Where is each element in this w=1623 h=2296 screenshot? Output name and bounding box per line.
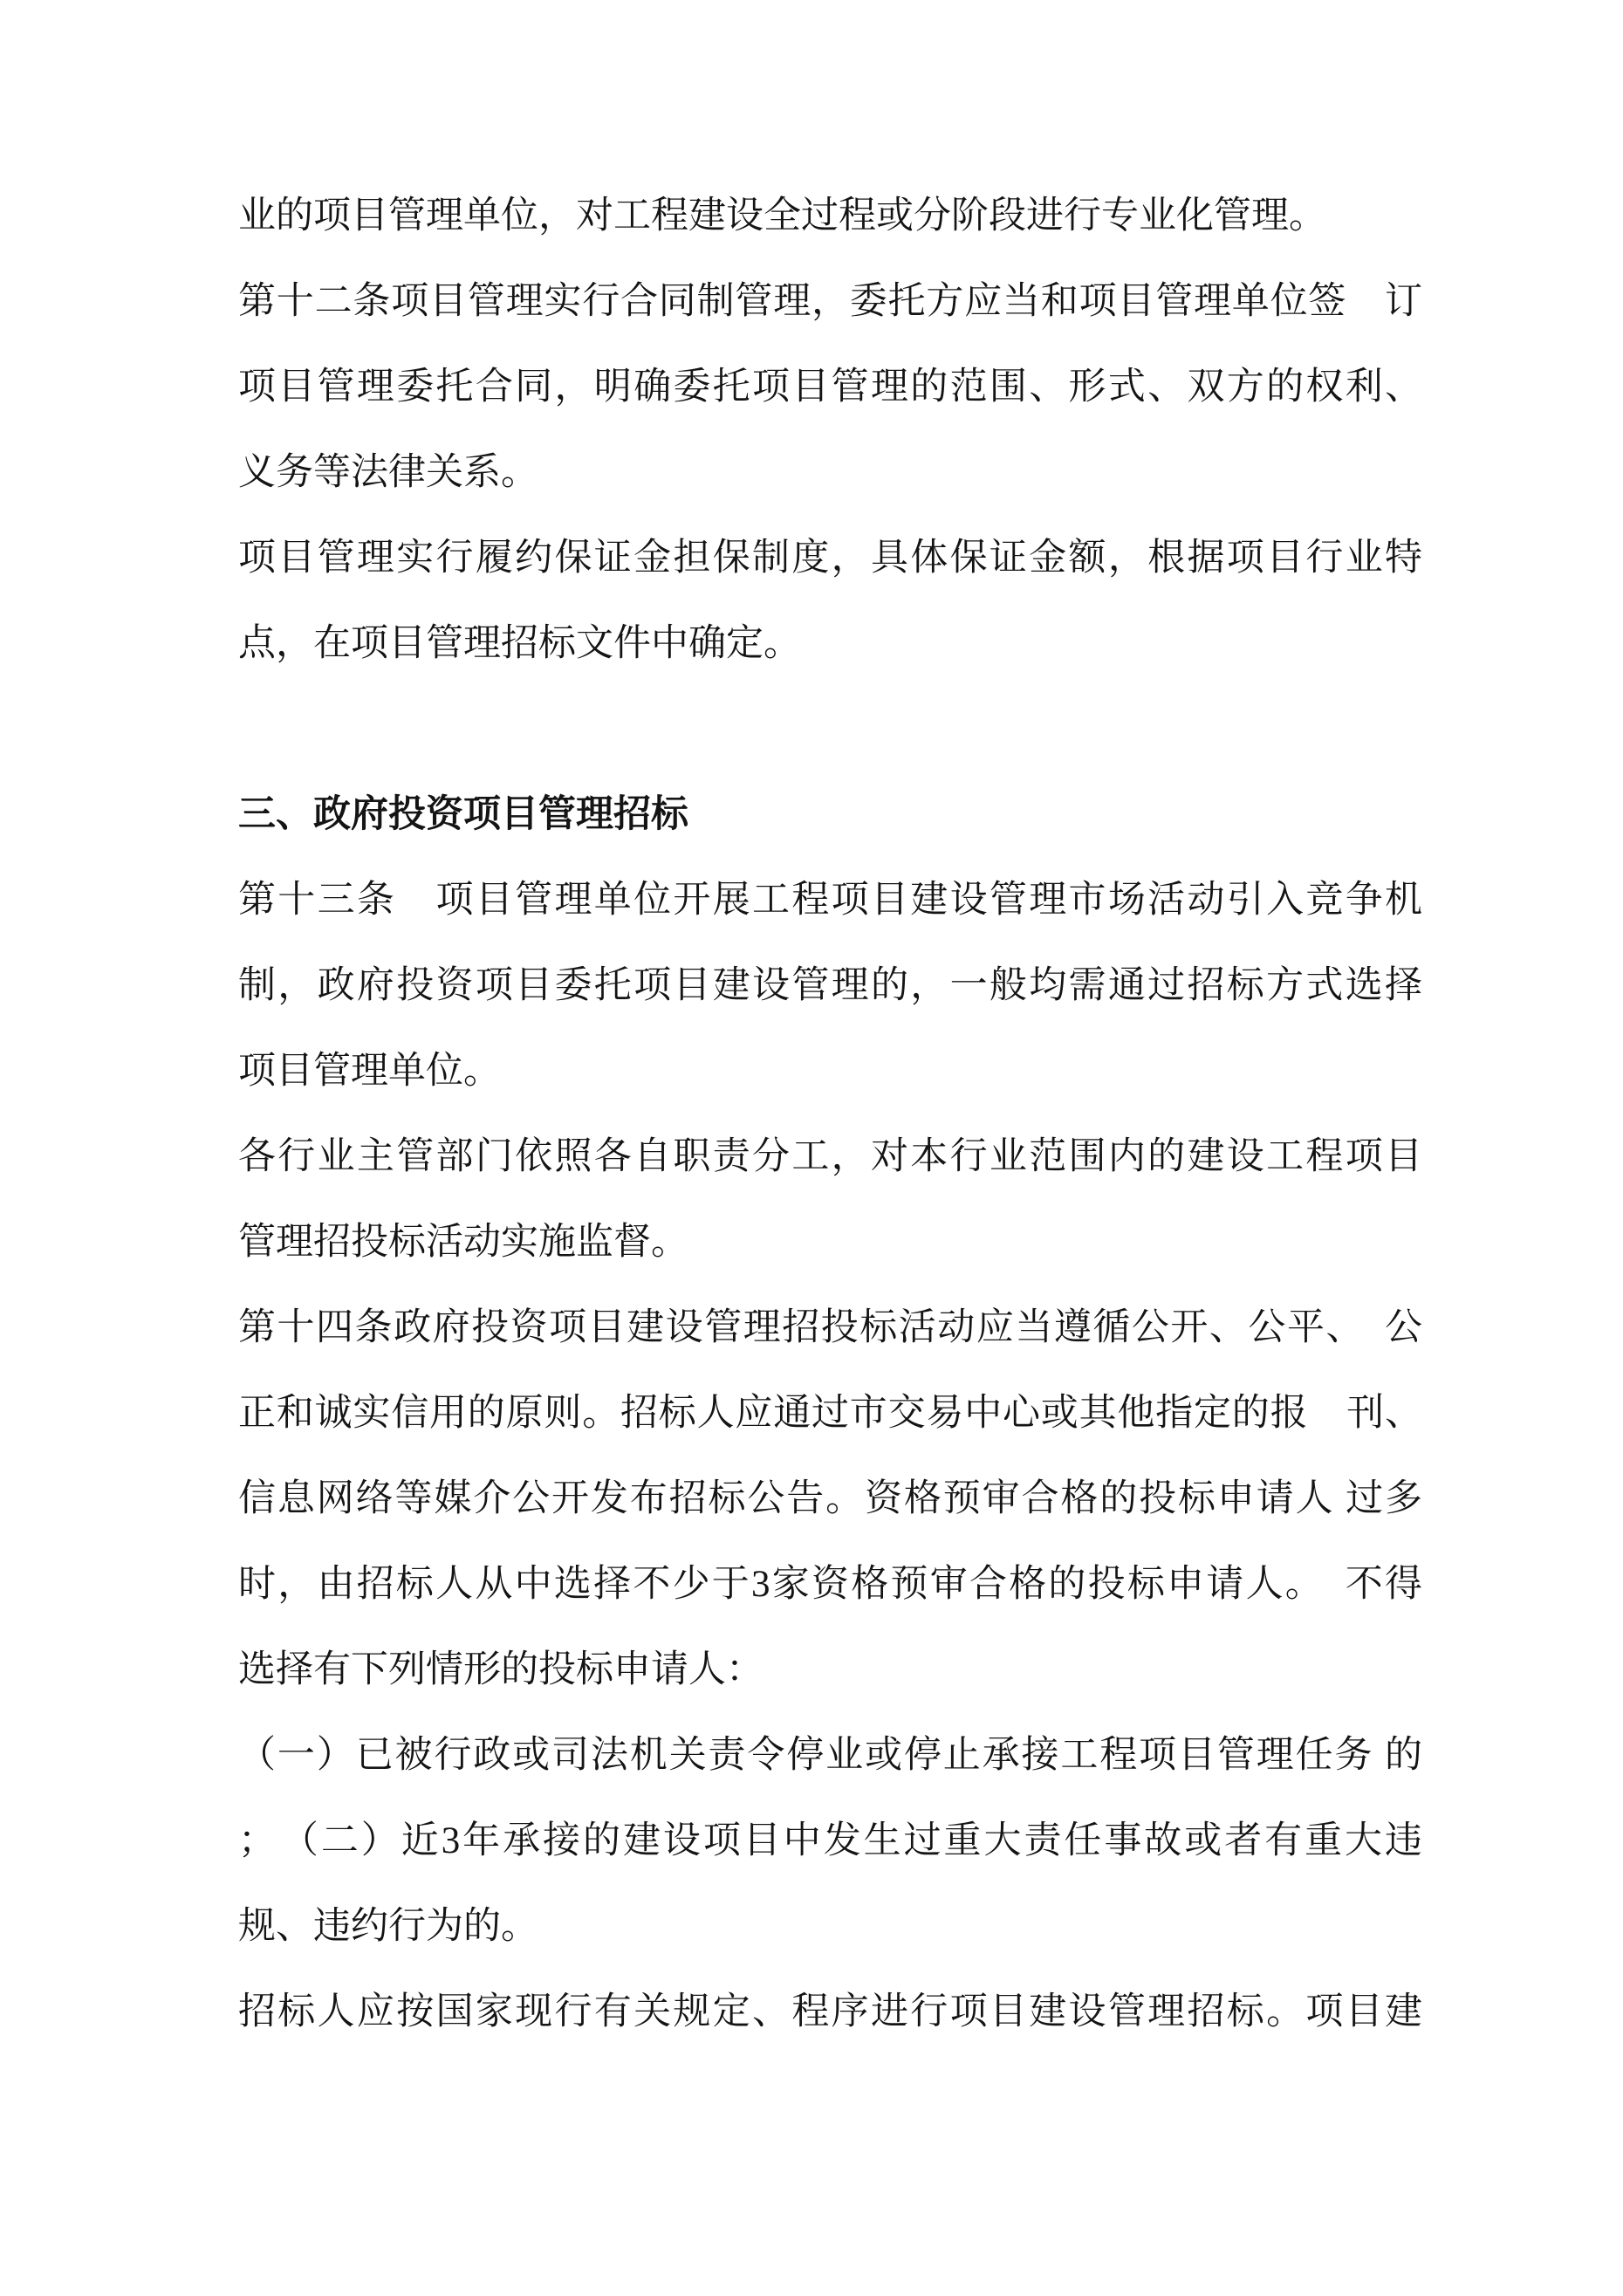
body-line: 项目管理单位。 bbox=[238, 1051, 501, 1092]
body-line: 信息网络等媒介公开发布招标公告。资格预审合格的投标申请人 过多 bbox=[238, 1478, 1422, 1519]
body-line: 点，在项目管理招标文件中确定。 bbox=[238, 623, 801, 664]
body-line: 招标人应按国家现行有关规定、程序进行项目建设管理招标。项目建 bbox=[238, 1991, 1422, 2032]
body-line: ； （二）近3年承接的建设项目中发生过重大责任事故或者有重大违 bbox=[238, 1820, 1422, 1861]
body-line: 时，由招标人从中选择不少于3家资格预审合格的投标申请人。 不得 bbox=[238, 1564, 1422, 1605]
body-line: 规、违约行为的。 bbox=[238, 1906, 538, 1947]
body-line: 项目管理委托合同，明确委托项目管理的范围、形式、双方的权利、 bbox=[238, 367, 1422, 408]
blank-line bbox=[238, 687, 1422, 772]
body-line: 第十二条项目管理实行合同制管理，委托方应当和项目管理单位签 订 bbox=[238, 281, 1422, 322]
document-text-block bbox=[238, 174, 1422, 2055]
body-line: 第十三条 项目管理单位开展工程项目建设管理市场活动引入竞争机 bbox=[238, 880, 1422, 921]
body-line: 义务等法律关系。 bbox=[238, 452, 538, 493]
body-line: 业的项目管理单位，对工程建设全过程或分阶段进行专业化管理。 bbox=[238, 195, 1326, 236]
body-line: 选择有下列情形的投标申请人： bbox=[238, 1649, 764, 1690]
body-line: 管理招投标活动实施监督。 bbox=[238, 1222, 688, 1263]
body-line: （一）已被行政或司法机关责令停业或停止承接工程项目管理任务 的 bbox=[238, 1735, 1422, 1776]
body-line: 各行业主管部门依照各自职责分工，对本行业范围内的建设工程项目 bbox=[238, 1136, 1422, 1177]
body-line: 正和诚实信用的原则。招标人应通过市交易中心或其他指定的报 刊、 bbox=[238, 1393, 1422, 1434]
body-line: 第十四条政府投资项目建设管理招投标活动应当遵循公开、公平、 公 bbox=[238, 1307, 1422, 1348]
body-line: 项目管理实行履约保证金担保制度，具体保证金额，根据项目行业特 bbox=[238, 538, 1422, 579]
body-line: 制，政府投资项目委托项目建设管理的，一般均需通过招标方式选择 bbox=[238, 965, 1422, 1006]
section-heading: 三、政府投资项目管理招标 bbox=[238, 794, 688, 835]
